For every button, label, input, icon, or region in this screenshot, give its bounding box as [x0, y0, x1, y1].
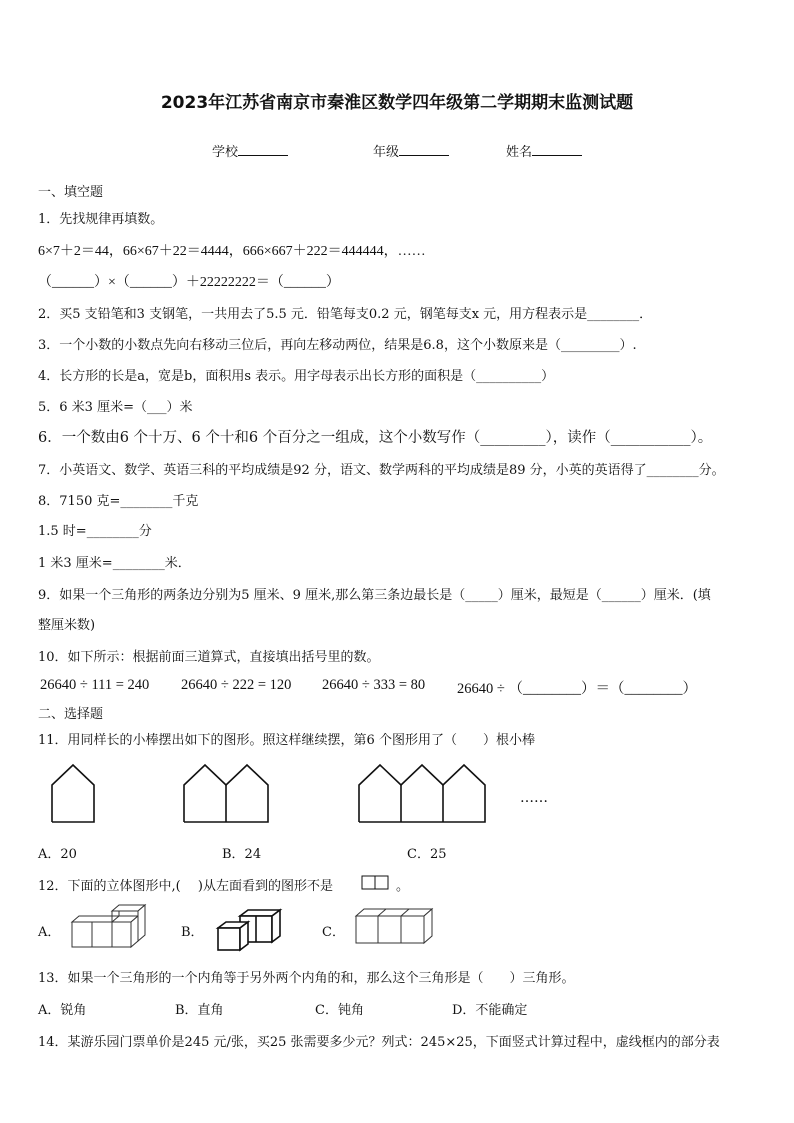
q13-option-a[interactable]: A．锐角 [38, 1003, 87, 1018]
q11-option-b[interactable]: B．24 [222, 847, 262, 862]
q12-stem: 12．下面的立体图形中,( )从左面看到的图形不是 [38, 879, 333, 894]
cube-figure-b [218, 910, 280, 950]
section-choice: 二、选择题 [38, 707, 104, 722]
name-label: 姓名 [506, 145, 533, 160]
q10-eq-1: 26640 ÷ 111 = 240 [40, 677, 150, 693]
q8-line-a: 8．7150 克=________千克 [38, 494, 199, 509]
grade-label: 年级 [373, 145, 400, 160]
q10-stem: 10．如下所示：根据前面三道算式，直接填出括号里的数。 [38, 650, 380, 665]
q11-option-a[interactable]: A．20 [38, 847, 77, 862]
q5-text: 5．6 米3 厘米=（___）米 [38, 400, 193, 415]
q8-line-c: 1 米3 厘米=________米． [38, 556, 191, 571]
q14-stem: 14．某游乐园门票单价是245 元/张，买25 张需要多少元？列式：245×25，下面竖式计算过程中，虚线框内的部分表 [38, 1035, 720, 1050]
q3-text: 3．一个小数的小数点先向右移动三位后，再向左移动两位，结果是6.8，这个小数原来是（_________）. [38, 338, 637, 353]
section-fill-blank: 一、填空题 [38, 185, 104, 200]
q10-eq-4: 26640 ÷ （________）＝（________） [457, 681, 697, 697]
q13-option-d[interactable]: D．不能确定 [452, 1003, 528, 1018]
q4-text: 4．长方形的长是a，宽是b，面积用s 表示。用字母表示出长方形的面积是（__________） [38, 369, 555, 384]
q11-ellipsis: …… [520, 790, 548, 806]
q12-option-b[interactable]: B． [181, 925, 204, 940]
q13-option-b[interactable]: B．直角 [175, 1003, 224, 1018]
q1-pattern: 6×7＋2＝44，66×67＋22＝4444，666×667＋222＝444444，…… [38, 244, 426, 259]
q9-line2: 整厘米数) [38, 618, 96, 633]
q10-eq-2: 26640 ÷ 222 = 120 [181, 677, 292, 693]
q13-option-c[interactable]: C．钝角 [315, 1003, 364, 1018]
q1-fill: （______）×（______）＋22222222＝（______） [38, 275, 340, 290]
q9-line1: 9．如果一个三角形的两条边分别为5 厘米、9 厘米,那么第三条边最长是（_____）厘米，最短是（______）厘米．(填 [38, 588, 711, 603]
page-title: 2023年江苏省南京市秦淮区数学四年级第二学期期末监测试题 [160, 93, 634, 113]
q11-option-c[interactable]: C．25 [407, 847, 447, 862]
q11-stem: 11．用同样长的小棒摆出如下的图形。照这样继续摆，第6 个图形用了（ ）根小棒 [38, 733, 535, 748]
cube-figure-c [356, 909, 432, 943]
q12-option-c[interactable]: C． [322, 925, 345, 940]
cube-figure-a [72, 905, 145, 947]
q8-line-b: 1.5 时=________分 [38, 524, 152, 539]
q12-stem-end: 。 [396, 879, 410, 894]
q10-eq-3: 26640 ÷ 333 = 80 [322, 677, 426, 693]
q1-stem: 1．先找规律再填数。 [38, 212, 164, 227]
school-label: 学校 [212, 145, 239, 160]
q12-option-a[interactable]: A． [38, 925, 61, 940]
q2-text: 2．买5 支铅笔和3 支钢笔，一共用去了5.5 元．铅笔每支0.2 元，钢笔每支x 元，用方程表示是________． [38, 307, 653, 322]
q13-stem: 13．如果一个三角形的一个内角等于另外两个内角的和，那么这个三角形是（ ）三角形。 [38, 971, 575, 986]
q6-text: 6．一个数由6 个十万、6 个十和6 个百分之一组成，这个小数写作（_________），读作（___________）。 [38, 430, 713, 446]
q7-text: 7．小英语文、数学、英语三科的平均成绩是92 分，语文、数学两科的平均成绩是89 分，小英的英语得了________分。 [38, 463, 725, 478]
